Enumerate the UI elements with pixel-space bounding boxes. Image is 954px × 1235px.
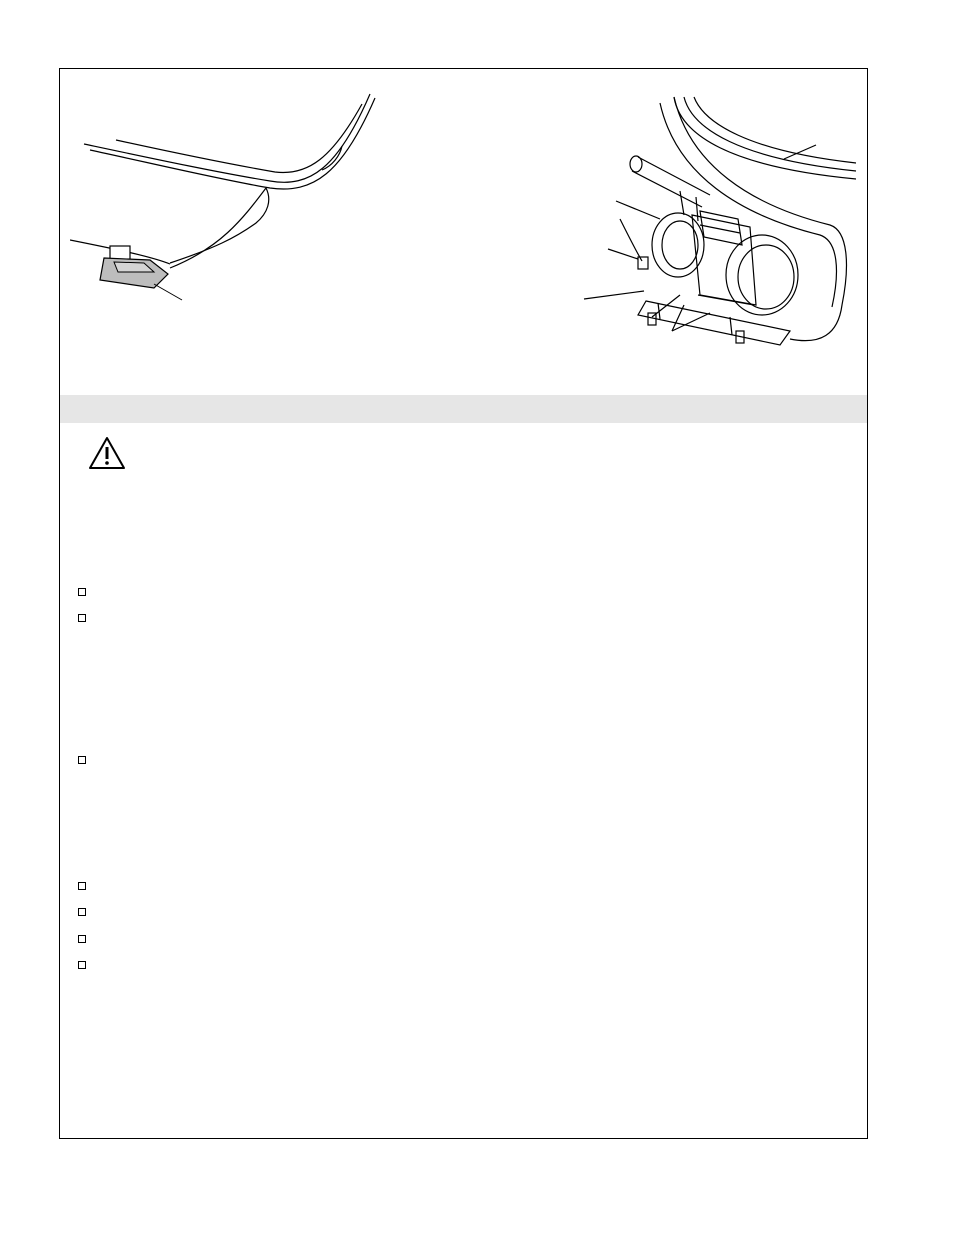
checkbox-icon[interactable] [78, 882, 86, 890]
checkbox-icon[interactable] [78, 908, 86, 916]
checkbox-icon[interactable] [78, 961, 86, 969]
checkbox-icon[interactable] [78, 614, 86, 622]
checkbox-icon[interactable] [78, 756, 86, 764]
warning-triangle-icon [88, 436, 126, 470]
section-header-band [60, 395, 867, 423]
bath-foot-illustration [70, 88, 390, 308]
checkbox-icon[interactable] [78, 935, 86, 943]
pump-motor-illustration [580, 95, 860, 355]
checkbox-icon[interactable] [78, 588, 86, 596]
